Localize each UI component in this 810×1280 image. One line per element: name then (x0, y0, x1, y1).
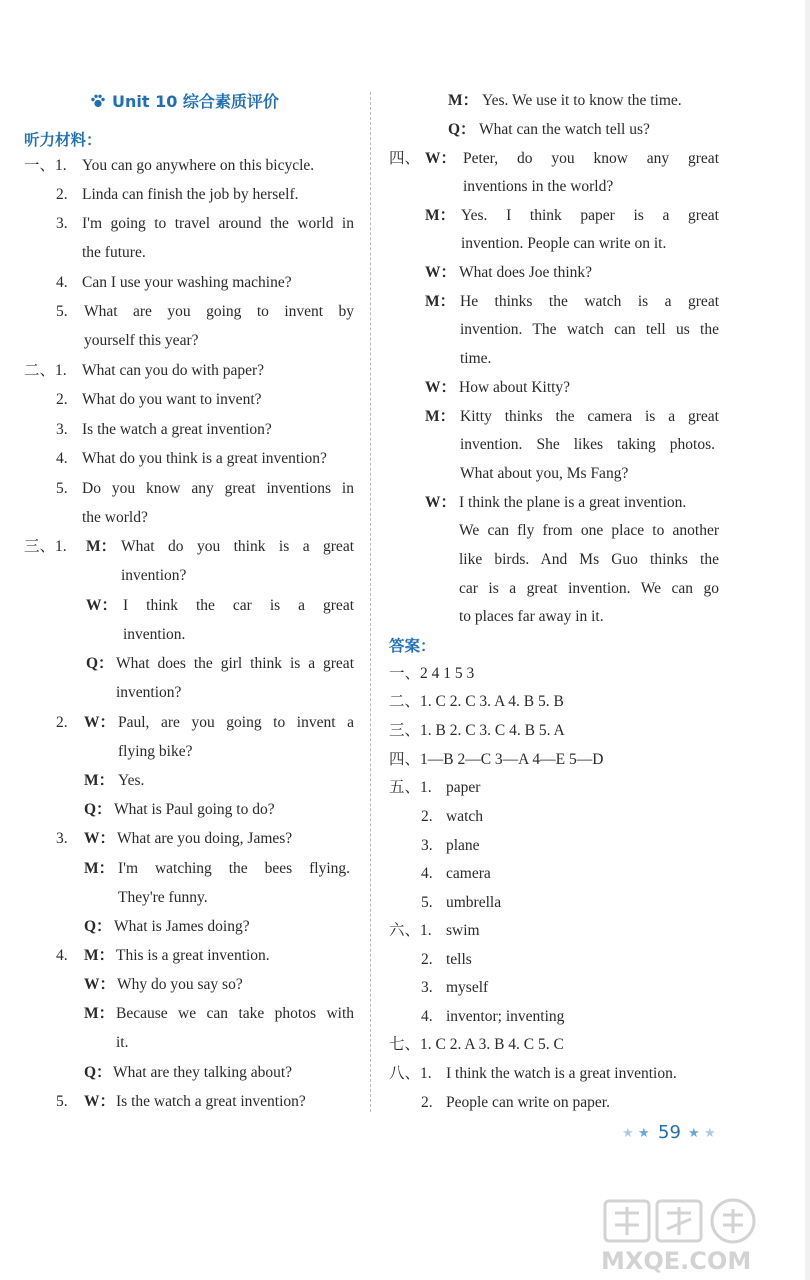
item-number: 4. (56, 947, 68, 964)
listening-header: 听力材料： (24, 131, 102, 149)
listening-line: You can go anywhere on this bicycle. (82, 157, 315, 174)
speaker-label: W： (84, 1093, 116, 1110)
speaker-label: M： (84, 860, 115, 877)
dialogue-line: What does the girl think is a great (116, 655, 354, 672)
dialogue-line: What is James doing? (114, 918, 250, 935)
speaker-label: M： (86, 538, 117, 555)
dialogue-line: flying bike? (118, 743, 193, 760)
dialogue-line: invention. People can write on it. (461, 235, 667, 252)
answer-item: camera (446, 865, 491, 882)
title-text: Unit 10 综合素质评价 (112, 92, 279, 111)
listening-line: I'm going to travel around the world in (82, 215, 354, 232)
item-number: 4. (421, 865, 433, 882)
dialogue-line: What are you doing, James? (117, 830, 293, 847)
answer-item: I think the watch is a great invention. (446, 1065, 677, 1082)
item-number: 2. (421, 1094, 433, 1111)
dialogue-line: What do you think is a great (121, 538, 354, 555)
item-number: 5. (56, 1093, 68, 1110)
dialogue-line: They're funny. (118, 889, 208, 906)
dialogue-line: invention? (121, 567, 187, 584)
paw-icon (90, 94, 106, 108)
speaker-label: W： (425, 264, 457, 281)
dialogue-line: Yes. We use it to know the time. (482, 92, 682, 109)
star-icon: ★ (622, 1125, 634, 1140)
speaker-label: W： (84, 830, 116, 847)
listening-line: Linda can finish the job by herself. (82, 186, 299, 203)
dialogue-line: invention. (123, 626, 186, 643)
dialogue-line: Because we can take photos with (116, 1005, 354, 1022)
listening-line: What do you want to invent? (82, 391, 262, 408)
page-number: 59 (658, 1122, 681, 1143)
answer-item: umbrella (446, 894, 502, 911)
speaker-label: Q： (84, 801, 112, 818)
speaker-label: Q： (448, 121, 476, 138)
listening-line: yourself this year? (84, 332, 199, 349)
dialogue-line: invention? (116, 684, 182, 701)
answer-line: 三、1. B 2. C 3. C 4. B 5. A (389, 722, 565, 739)
section-3-label: 三、1. (24, 538, 67, 555)
item-number: 5. (421, 894, 433, 911)
item-number: 4. (56, 274, 68, 291)
answer-item: People can write on paper. (446, 1094, 610, 1111)
listening-line: Can I use your washing machine? (82, 274, 292, 291)
dialogue-line: Kitty thinks the camera is a great (460, 408, 719, 425)
dialogue-line: invention. The watch can tell us the (460, 321, 719, 338)
answer-label: 八、1. (389, 1065, 432, 1082)
dialogue-line: inventions in the world? (463, 178, 614, 195)
section-1-label: 一、1. (24, 157, 67, 174)
answer-item: paper (446, 779, 481, 796)
item-number: 2. (56, 391, 68, 408)
dialogue-line: What does Joe think? (459, 264, 593, 281)
dialogue-line: it. (116, 1034, 129, 1051)
dialogue-line: to places far away in it. (459, 608, 604, 625)
dialogue-line: What can the watch tell us? (479, 121, 650, 138)
column-divider (370, 92, 371, 1112)
dialogue-line: Why do you say so? (117, 976, 243, 993)
star-icon: ★ (638, 1125, 650, 1140)
item-number: 3. (56, 830, 68, 847)
speaker-label: Q： (84, 918, 112, 935)
listening-line: What can you do with paper? (82, 362, 265, 379)
speaker-label: W： (86, 597, 118, 614)
dialogue-line: He thinks the watch is a great (460, 293, 719, 310)
section-2-label: 二、1. (24, 362, 67, 379)
item-number: 5. (56, 480, 68, 497)
listening-line: What do you think is a great invention? (82, 450, 327, 467)
speaker-label: W： (84, 976, 116, 993)
item-number: 2. (421, 951, 433, 968)
dialogue-line: How about Kitty? (459, 379, 571, 396)
answer-line: 二、1. C 2. C 3. A 4. B 5. B (389, 693, 564, 710)
page-title (90, 92, 279, 112)
star-icon: ★ (688, 1125, 700, 1140)
item-number: 2. (56, 714, 68, 731)
dialogue-line: Yes. I think paper is a great (461, 207, 719, 224)
dialogue-line: This is a great invention. (116, 947, 270, 964)
section-4-label: 四、 (389, 150, 421, 167)
speaker-label: M： (425, 408, 456, 425)
dialogue-line: invention. She likes taking photos. (460, 436, 715, 453)
answer-label: 五、1. (389, 779, 432, 796)
speaker-label: M： (84, 772, 115, 789)
answer-item: plane (446, 837, 480, 854)
dialogue-line: car is a great invention. We can go (459, 580, 719, 597)
dialogue-line: Peter, do you know any great (463, 150, 719, 167)
dialogue-line: time. (460, 350, 492, 367)
speaker-label: Q： (86, 655, 114, 672)
answer-item: swim (446, 922, 480, 939)
page-edge (805, 0, 810, 1280)
listening-line: Do you know any great inventions in (82, 480, 354, 497)
answer-line: 一、2 4 1 5 3 (389, 665, 475, 682)
speaker-label: M： (425, 293, 456, 310)
listening-line: the future. (82, 244, 146, 261)
dialogue-line: Yes. (118, 772, 145, 789)
speaker-label: Q： (84, 1064, 112, 1081)
dialogue-line: What are they talking about? (113, 1064, 293, 1081)
speaker-label: W： (425, 150, 457, 167)
item-number: 3. (56, 421, 68, 438)
star-icon: ★ (704, 1125, 716, 1140)
item-number: 4. (56, 450, 68, 467)
answer-header: 答案： (389, 637, 436, 655)
dialogue-line: I'm watching the bees flying. (118, 860, 350, 877)
listening-line: the world? (82, 509, 148, 526)
answer-label: 六、1. (389, 922, 432, 939)
dialogue-line: I think the plane is a great invention. (459, 494, 687, 511)
item-number: 5. (56, 303, 68, 320)
answer-item: inventor; inventing (446, 1008, 565, 1025)
item-number: 3. (56, 215, 68, 232)
speaker-label: W： (425, 494, 457, 511)
speaker-label: M： (425, 207, 456, 224)
dialogue-line: Paul, are you going to invent a (118, 714, 354, 731)
answer-item: myself (446, 979, 489, 996)
item-number: 2. (56, 186, 68, 203)
dialogue-line: Is the watch a great invention? (116, 1093, 306, 1110)
svg-text:MXQE.COM: MXQE.COM (601, 1247, 752, 1275)
listening-line: What are you going to invent by (84, 303, 354, 320)
speaker-label: M： (84, 947, 115, 964)
item-number: 4. (421, 1008, 433, 1025)
dialogue-line: like birds. And Ms Guo thinks the (459, 551, 719, 568)
dialogue-line: I think the car is a great (123, 597, 354, 614)
item-number: 3. (421, 837, 433, 854)
watermark-logo (595, 1195, 785, 1275)
speaker-label: M： (448, 92, 479, 109)
answer-item: tells (446, 951, 472, 968)
answer-line: 四、1—B 2—C 3—A 4—E 5—D (389, 751, 604, 768)
answer-item: watch (446, 808, 484, 825)
item-number: 3. (421, 979, 433, 996)
listening-line: Is the watch a great invention? (82, 421, 272, 438)
item-number: 2. (421, 808, 433, 825)
dialogue-line: What about you, Ms Fang? (460, 465, 629, 482)
speaker-label: W： (425, 379, 457, 396)
answer-line: 七、1. C 2. A 3. B 4. C 5. C (389, 1036, 564, 1053)
dialogue-line: What is Paul going to do? (114, 801, 275, 818)
speaker-label: M： (84, 1005, 115, 1022)
dialogue-line: We can fly from one place to another (459, 522, 719, 539)
speaker-label: W： (84, 714, 116, 731)
